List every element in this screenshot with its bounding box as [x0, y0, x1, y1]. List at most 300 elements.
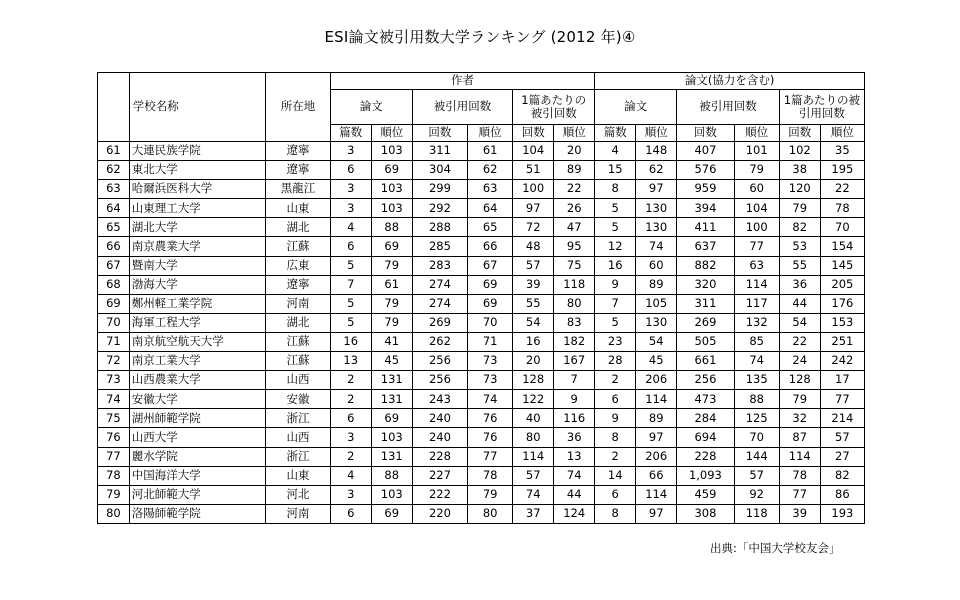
author-per-paper-cell: 72 [513, 218, 554, 237]
author-per-paper-rank-cell: 118 [554, 275, 595, 294]
paper-per-paper-rank-cell: 154 [820, 237, 864, 256]
author-papers-rank-cell: 69 [371, 409, 412, 428]
paper-per-paper-cell: 53 [779, 237, 820, 256]
location-cell: 遼寧 [266, 275, 331, 294]
author-citations-cell: 304 [412, 161, 467, 180]
author-papers-count-cell: 13 [330, 352, 371, 371]
author-papers-rank-cell: 69 [371, 237, 412, 256]
author-papers-count-cell: 2 [330, 371, 371, 390]
author-group-header: 作者 [330, 73, 594, 90]
author-per-paper-cell: 114 [513, 447, 554, 466]
paper-count-cell: 6 [595, 390, 636, 409]
sub-header-times: 回数 [677, 125, 734, 142]
table-row [98, 352, 865, 371]
rank-no-cell: 62 [98, 161, 130, 180]
author-per-paper-cell: 80 [513, 428, 554, 447]
location-cell: 江蘇 [266, 352, 331, 371]
table-row [98, 142, 865, 161]
author-per-paper-rank-cell: 124 [554, 504, 595, 523]
paper-per-paper-cell: 87 [779, 428, 820, 447]
paper-per-paper-cell: 114 [779, 447, 820, 466]
author-per-paper-cell: 122 [513, 390, 554, 409]
author-citations-rank-cell: 64 [468, 199, 513, 218]
author-per-paper-rank-cell: 95 [554, 237, 595, 256]
paper-per-paper-rank-cell: 176 [820, 294, 864, 313]
paper-count-rank-cell: 74 [636, 237, 677, 256]
paper-per-paper-rank-cell: 70 [820, 218, 864, 237]
author-papers-rank-cell: 79 [371, 256, 412, 275]
paper-citations-rank-cell: 92 [734, 485, 779, 504]
author-per-paper-rank-cell: 26 [554, 199, 595, 218]
paper-count-cell: 8 [595, 180, 636, 199]
author-citations-rank-cell: 61 [468, 142, 513, 161]
school-name-cell: 河北師範大学 [129, 485, 265, 504]
paper-citations-rank-cell: 144 [734, 447, 779, 466]
table-row [98, 161, 865, 180]
paper-group-header: 論文(協力を含む) [595, 73, 865, 90]
author-per-paper-cell: 100 [513, 180, 554, 199]
sub-header-rank: 順位 [468, 125, 513, 142]
paper-count-cell: 15 [595, 161, 636, 180]
paper-citations-cell: 637 [677, 237, 734, 256]
sub-header-times: 回数 [412, 125, 467, 142]
location-cell: 湖北 [266, 313, 331, 332]
paper-citations-cell: 308 [677, 504, 734, 523]
rank-no-cell: 65 [98, 218, 130, 237]
paper-citations-cell: 473 [677, 390, 734, 409]
table-row [98, 466, 865, 485]
paper-count-rank-cell: 105 [636, 294, 677, 313]
author-per-paper-cell: 40 [513, 409, 554, 428]
author-papers-count-cell: 6 [330, 237, 371, 256]
author-papers-count-cell: 3 [330, 180, 371, 199]
author-citations-cell: 240 [412, 428, 467, 447]
sub-header-rank: 順位 [371, 125, 412, 142]
paper-citations-cell: 269 [677, 313, 734, 332]
author-papers-rank-cell: 131 [371, 447, 412, 466]
paper-per-paper-cell: 82 [779, 218, 820, 237]
paper-count-rank-cell: 60 [636, 256, 677, 275]
paper-count-rank-cell: 130 [636, 313, 677, 332]
paper-count-cell: 16 [595, 256, 636, 275]
author-citations-rank-cell: 73 [468, 371, 513, 390]
author-citations-cell: 240 [412, 409, 467, 428]
location-cell: 河北 [266, 485, 331, 504]
school-name-cell: 山西大学 [129, 428, 265, 447]
sub-header-times: 回数 [513, 125, 554, 142]
table-row [98, 504, 865, 523]
author-citations-rank-cell: 67 [468, 256, 513, 275]
paper-per-paper-cell: 79 [779, 390, 820, 409]
school-name-cell: 湖州師範学院 [129, 409, 265, 428]
author-per-paper-rank-cell: 7 [554, 371, 595, 390]
page-title: ESI論文被引用数大学ランキング (2012 年)④ [324, 28, 636, 46]
author-citations-rank-cell: 66 [468, 237, 513, 256]
paper-per-paper-rank-cell: 145 [820, 256, 864, 275]
author-citations-cell: 292 [412, 199, 467, 218]
author-citations-rank-cell: 69 [468, 294, 513, 313]
school-name-cell: 鄭州軽工業学院 [129, 294, 265, 313]
paper-per-paper-cell: 38 [779, 161, 820, 180]
author-citations-cell: 227 [412, 466, 467, 485]
author-citations-cell: 256 [412, 371, 467, 390]
author-papers-count-cell: 3 [330, 485, 371, 504]
author-per-paper-rank-cell: 89 [554, 161, 595, 180]
paper-citations-rank-cell: 70 [734, 428, 779, 447]
paper-citations-rank-cell: 135 [734, 371, 779, 390]
sub-header-rank: 順位 [734, 125, 779, 142]
paper-citations-cell: 661 [677, 352, 734, 371]
paper-per-paper-cell: 44 [779, 294, 820, 313]
paper-citations-rank-cell: 88 [734, 390, 779, 409]
paper-citations-rank-cell: 57 [734, 466, 779, 485]
paper-papers-header: 論文 [595, 90, 677, 125]
paper-citations-rank-cell: 60 [734, 180, 779, 199]
school-name-cell: 洛陽師範学院 [129, 504, 265, 523]
author-citations-cell: 222 [412, 485, 467, 504]
paper-citations-rank-cell: 104 [734, 199, 779, 218]
paper-per-paper-rank-cell: 242 [820, 352, 864, 371]
author-per-paper-cell: 97 [513, 199, 554, 218]
paper-per-paper-cell: 54 [779, 313, 820, 332]
paper-per-paper-rank-cell: 82 [820, 466, 864, 485]
rank-no-cell: 64 [98, 199, 130, 218]
paper-per-paper-cell: 24 [779, 352, 820, 371]
paper-citations-header: 被引用回数 [677, 90, 780, 125]
author-papers-rank-cell: 79 [371, 294, 412, 313]
author-papers-header: 論文 [330, 90, 412, 125]
paper-count-cell: 4 [595, 142, 636, 161]
table-row [98, 332, 865, 351]
school-name-cell: 東北大学 [129, 161, 265, 180]
sub-header-times: 回数 [779, 125, 820, 142]
author-per-paper-rank-cell: 167 [554, 352, 595, 371]
author-citations-cell: 256 [412, 352, 467, 371]
paper-count-rank-cell: 206 [636, 447, 677, 466]
author-per-paper-cell: 54 [513, 313, 554, 332]
table-row [98, 428, 865, 447]
paper-per-paper-label: 1篇あたりの被 引用回数 [783, 92, 861, 120]
author-papers-rank-cell: 88 [371, 466, 412, 485]
location-cell: 山西 [266, 371, 331, 390]
author-per-paper-cell: 16 [513, 332, 554, 351]
paper-per-paper-header [779, 90, 864, 125]
author-per-paper-rank-cell: 44 [554, 485, 595, 504]
author-papers-count-cell: 5 [330, 313, 371, 332]
author-per-paper-cell: 48 [513, 237, 554, 256]
sub-header-rank: 順位 [554, 125, 595, 142]
table-row [98, 237, 865, 256]
location-cell: 黒龍江 [266, 180, 331, 199]
paper-citations-rank-cell: 125 [734, 409, 779, 428]
table-row [98, 447, 865, 466]
paper-count-cell: 8 [595, 504, 636, 523]
location-header: 所在地 [266, 73, 331, 142]
paper-citations-cell: 411 [677, 218, 734, 237]
paper-citations-cell: 320 [677, 275, 734, 294]
paper-citations-rank-cell: 63 [734, 256, 779, 275]
rank-no-cell: 80 [98, 504, 130, 523]
author-citations-rank-cell: 76 [468, 409, 513, 428]
paper-count-rank-cell: 148 [636, 142, 677, 161]
paper-count-cell: 7 [595, 294, 636, 313]
author-papers-count-cell: 3 [330, 142, 371, 161]
paper-citations-cell: 576 [677, 161, 734, 180]
paper-citations-cell: 228 [677, 447, 734, 466]
paper-count-cell: 14 [595, 466, 636, 485]
author-per-paper-rank-cell: 22 [554, 180, 595, 199]
author-citations-cell: 269 [412, 313, 467, 332]
school-name-cell: 大連民族学院 [129, 142, 265, 161]
paper-citations-rank-cell: 79 [734, 161, 779, 180]
table-row [98, 218, 865, 237]
paper-per-paper-cell: 77 [779, 485, 820, 504]
paper-per-paper-cell: 39 [779, 504, 820, 523]
paper-per-paper-rank-cell: 22 [820, 180, 864, 199]
author-per-paper-cell: 37 [513, 504, 554, 523]
author-citations-rank-cell: 73 [468, 352, 513, 371]
paper-citations-rank-cell: 118 [734, 504, 779, 523]
location-cell: 湖北 [266, 218, 331, 237]
paper-citations-cell: 256 [677, 371, 734, 390]
rank-no-cell: 75 [98, 409, 130, 428]
author-papers-rank-cell: 103 [371, 142, 412, 161]
paper-count-cell: 9 [595, 275, 636, 294]
paper-per-paper-cell: 55 [779, 256, 820, 275]
paper-citations-cell: 694 [677, 428, 734, 447]
paper-per-paper-cell: 36 [779, 275, 820, 294]
location-cell: 遼寧 [266, 161, 331, 180]
table-body [98, 142, 865, 524]
paper-citations-cell: 284 [677, 409, 734, 428]
paper-count-cell: 5 [595, 199, 636, 218]
rank-no-cell: 70 [98, 313, 130, 332]
author-papers-rank-cell: 131 [371, 371, 412, 390]
school-name-cell: 安徽大学 [129, 390, 265, 409]
author-citations-rank-cell: 77 [468, 447, 513, 466]
paper-citations-cell: 882 [677, 256, 734, 275]
paper-count-cell: 28 [595, 352, 636, 371]
author-citations-rank-cell: 76 [468, 428, 513, 447]
paper-per-paper-rank-cell: 35 [820, 142, 864, 161]
paper-citations-rank-cell: 132 [734, 313, 779, 332]
author-citations-rank-cell: 63 [468, 180, 513, 199]
author-citations-cell: 228 [412, 447, 467, 466]
author-papers-count-cell: 5 [330, 256, 371, 275]
paper-count-rank-cell: 89 [636, 409, 677, 428]
paper-count-cell: 23 [595, 332, 636, 351]
paper-count-cell: 5 [595, 313, 636, 332]
school-name-header: 学校名称 [129, 73, 265, 142]
paper-count-cell: 6 [595, 485, 636, 504]
school-name-cell: 南京農業大学 [129, 237, 265, 256]
sub-header-rank: 順位 [820, 125, 864, 142]
author-per-paper-label: 1篇あたりの 被引回数 [521, 92, 587, 120]
paper-citations-rank-cell: 101 [734, 142, 779, 161]
rank-no-cell: 72 [98, 352, 130, 371]
school-name-cell: 中国海洋大学 [129, 466, 265, 485]
paper-per-paper-rank-cell: 77 [820, 390, 864, 409]
rank-no-cell: 77 [98, 447, 130, 466]
paper-per-paper-rank-cell: 251 [820, 332, 864, 351]
author-papers-count-cell: 6 [330, 409, 371, 428]
paper-count-rank-cell: 54 [636, 332, 677, 351]
rank-no-cell: 78 [98, 466, 130, 485]
location-cell: 江蘇 [266, 332, 331, 351]
paper-per-paper-cell: 102 [779, 142, 820, 161]
author-per-paper-rank-cell: 75 [554, 256, 595, 275]
author-citations-cell: 274 [412, 275, 467, 294]
author-citations-rank-cell: 62 [468, 161, 513, 180]
school-name-cell: 海軍工程大学 [129, 313, 265, 332]
author-papers-rank-cell: 69 [371, 161, 412, 180]
paper-count-rank-cell: 45 [636, 352, 677, 371]
author-papers-count-cell: 6 [330, 504, 371, 523]
author-papers-count-cell: 3 [330, 428, 371, 447]
paper-per-paper-cell: 22 [779, 332, 820, 351]
paper-count-rank-cell: 97 [636, 428, 677, 447]
author-citations-cell: 220 [412, 504, 467, 523]
author-papers-count-cell: 4 [330, 466, 371, 485]
author-papers-count-cell: 7 [330, 275, 371, 294]
paper-citations-cell: 311 [677, 294, 734, 313]
location-cell: 山東 [266, 466, 331, 485]
author-per-paper-cell: 57 [513, 256, 554, 275]
school-name-cell: 哈爾浜医科大学 [129, 180, 265, 199]
author-per-paper-cell: 51 [513, 161, 554, 180]
author-per-paper-cell: 57 [513, 466, 554, 485]
author-papers-rank-cell: 131 [371, 390, 412, 409]
paper-count-rank-cell: 130 [636, 218, 677, 237]
rank-no-cell: 73 [98, 371, 130, 390]
paper-per-paper-cell: 32 [779, 409, 820, 428]
author-citations-cell: 243 [412, 390, 467, 409]
author-per-paper-cell: 39 [513, 275, 554, 294]
paper-count-rank-cell: 97 [636, 180, 677, 199]
paper-per-paper-cell: 79 [779, 199, 820, 218]
table-row [98, 294, 865, 313]
rank-no-cell: 74 [98, 390, 130, 409]
paper-count-rank-cell: 62 [636, 161, 677, 180]
author-citations-rank-cell: 65 [468, 218, 513, 237]
paper-count-cell: 5 [595, 218, 636, 237]
paper-citations-cell: 1,093 [677, 466, 734, 485]
rank-no-cell: 66 [98, 237, 130, 256]
location-cell: 河南 [266, 504, 331, 523]
table-row [98, 485, 865, 504]
paper-count-cell: 2 [595, 447, 636, 466]
sub-header-count: 篇数 [330, 125, 371, 142]
author-per-paper-rank-cell: 83 [554, 313, 595, 332]
author-citations-rank-cell: 79 [468, 485, 513, 504]
rank-no-cell: 79 [98, 485, 130, 504]
author-papers-rank-cell: 88 [371, 218, 412, 237]
paper-per-paper-rank-cell: 195 [820, 161, 864, 180]
school-name-cell: 渤海大学 [129, 275, 265, 294]
paper-citations-cell: 394 [677, 199, 734, 218]
author-citations-header: 被引用回数 [412, 90, 512, 125]
author-papers-rank-cell: 69 [371, 504, 412, 523]
author-citations-cell: 311 [412, 142, 467, 161]
paper-per-paper-rank-cell: 153 [820, 313, 864, 332]
paper-citations-rank-cell: 77 [734, 237, 779, 256]
paper-count-cell: 9 [595, 409, 636, 428]
paper-count-cell: 2 [595, 371, 636, 390]
source-note: 出典:「中国大学校友会」 [710, 541, 841, 555]
location-cell: 遼寧 [266, 142, 331, 161]
school-name-cell: 暨南大学 [129, 256, 265, 275]
author-per-paper-cell: 74 [513, 485, 554, 504]
rank-no-header [98, 73, 130, 142]
rank-no-cell: 68 [98, 275, 130, 294]
paper-citations-cell: 959 [677, 180, 734, 199]
paper-citations-rank-cell: 114 [734, 275, 779, 294]
author-papers-rank-cell: 103 [371, 428, 412, 447]
paper-count-rank-cell: 89 [636, 275, 677, 294]
author-per-paper-rank-cell: 20 [554, 142, 595, 161]
paper-per-paper-rank-cell: 205 [820, 275, 864, 294]
paper-per-paper-cell: 128 [779, 371, 820, 390]
author-papers-count-cell: 2 [330, 447, 371, 466]
ranking-table [97, 72, 865, 524]
author-per-paper-rank-cell: 116 [554, 409, 595, 428]
author-citations-rank-cell: 71 [468, 332, 513, 351]
school-name-cell: 山西農業大学 [129, 371, 265, 390]
rank-no-cell: 63 [98, 180, 130, 199]
author-papers-count-cell: 16 [330, 332, 371, 351]
author-citations-rank-cell: 80 [468, 504, 513, 523]
author-citations-rank-cell: 70 [468, 313, 513, 332]
paper-citations-rank-cell: 100 [734, 218, 779, 237]
author-per-paper-rank-cell: 182 [554, 332, 595, 351]
author-papers-rank-cell: 41 [371, 332, 412, 351]
paper-per-paper-cell: 120 [779, 180, 820, 199]
author-per-paper-cell: 104 [513, 142, 554, 161]
location-cell: 浙江 [266, 447, 331, 466]
author-papers-count-cell: 5 [330, 294, 371, 313]
paper-per-paper-rank-cell: 214 [820, 409, 864, 428]
school-name-cell: 山東理工大学 [129, 199, 265, 218]
paper-citations-cell: 505 [677, 332, 734, 351]
author-papers-count-cell: 4 [330, 218, 371, 237]
location-cell: 江蘇 [266, 237, 331, 256]
rank-no-cell: 71 [98, 332, 130, 351]
author-per-paper-cell: 55 [513, 294, 554, 313]
paper-per-paper-rank-cell: 86 [820, 485, 864, 504]
table-row [98, 371, 865, 390]
table-row [98, 199, 865, 218]
paper-count-rank-cell: 114 [636, 390, 677, 409]
author-papers-rank-cell: 61 [371, 275, 412, 294]
paper-per-paper-rank-cell: 78 [820, 199, 864, 218]
school-name-cell: 湖北大学 [129, 218, 265, 237]
location-cell: 山東 [266, 199, 331, 218]
author-per-paper-header [513, 90, 595, 125]
author-papers-rank-cell: 45 [371, 352, 412, 371]
author-per-paper-cell: 128 [513, 371, 554, 390]
author-papers-rank-cell: 103 [371, 180, 412, 199]
author-citations-rank-cell: 78 [468, 466, 513, 485]
paper-citations-rank-cell: 85 [734, 332, 779, 351]
paper-per-paper-rank-cell: 17 [820, 371, 864, 390]
rank-no-cell: 69 [98, 294, 130, 313]
author-papers-count-cell: 3 [330, 199, 371, 218]
paper-count-rank-cell: 97 [636, 504, 677, 523]
school-name-cell: 南京航空航天大学 [129, 332, 265, 351]
location-cell: 安徽 [266, 390, 331, 409]
location-cell: 広東 [266, 256, 331, 275]
paper-citations-cell: 407 [677, 142, 734, 161]
